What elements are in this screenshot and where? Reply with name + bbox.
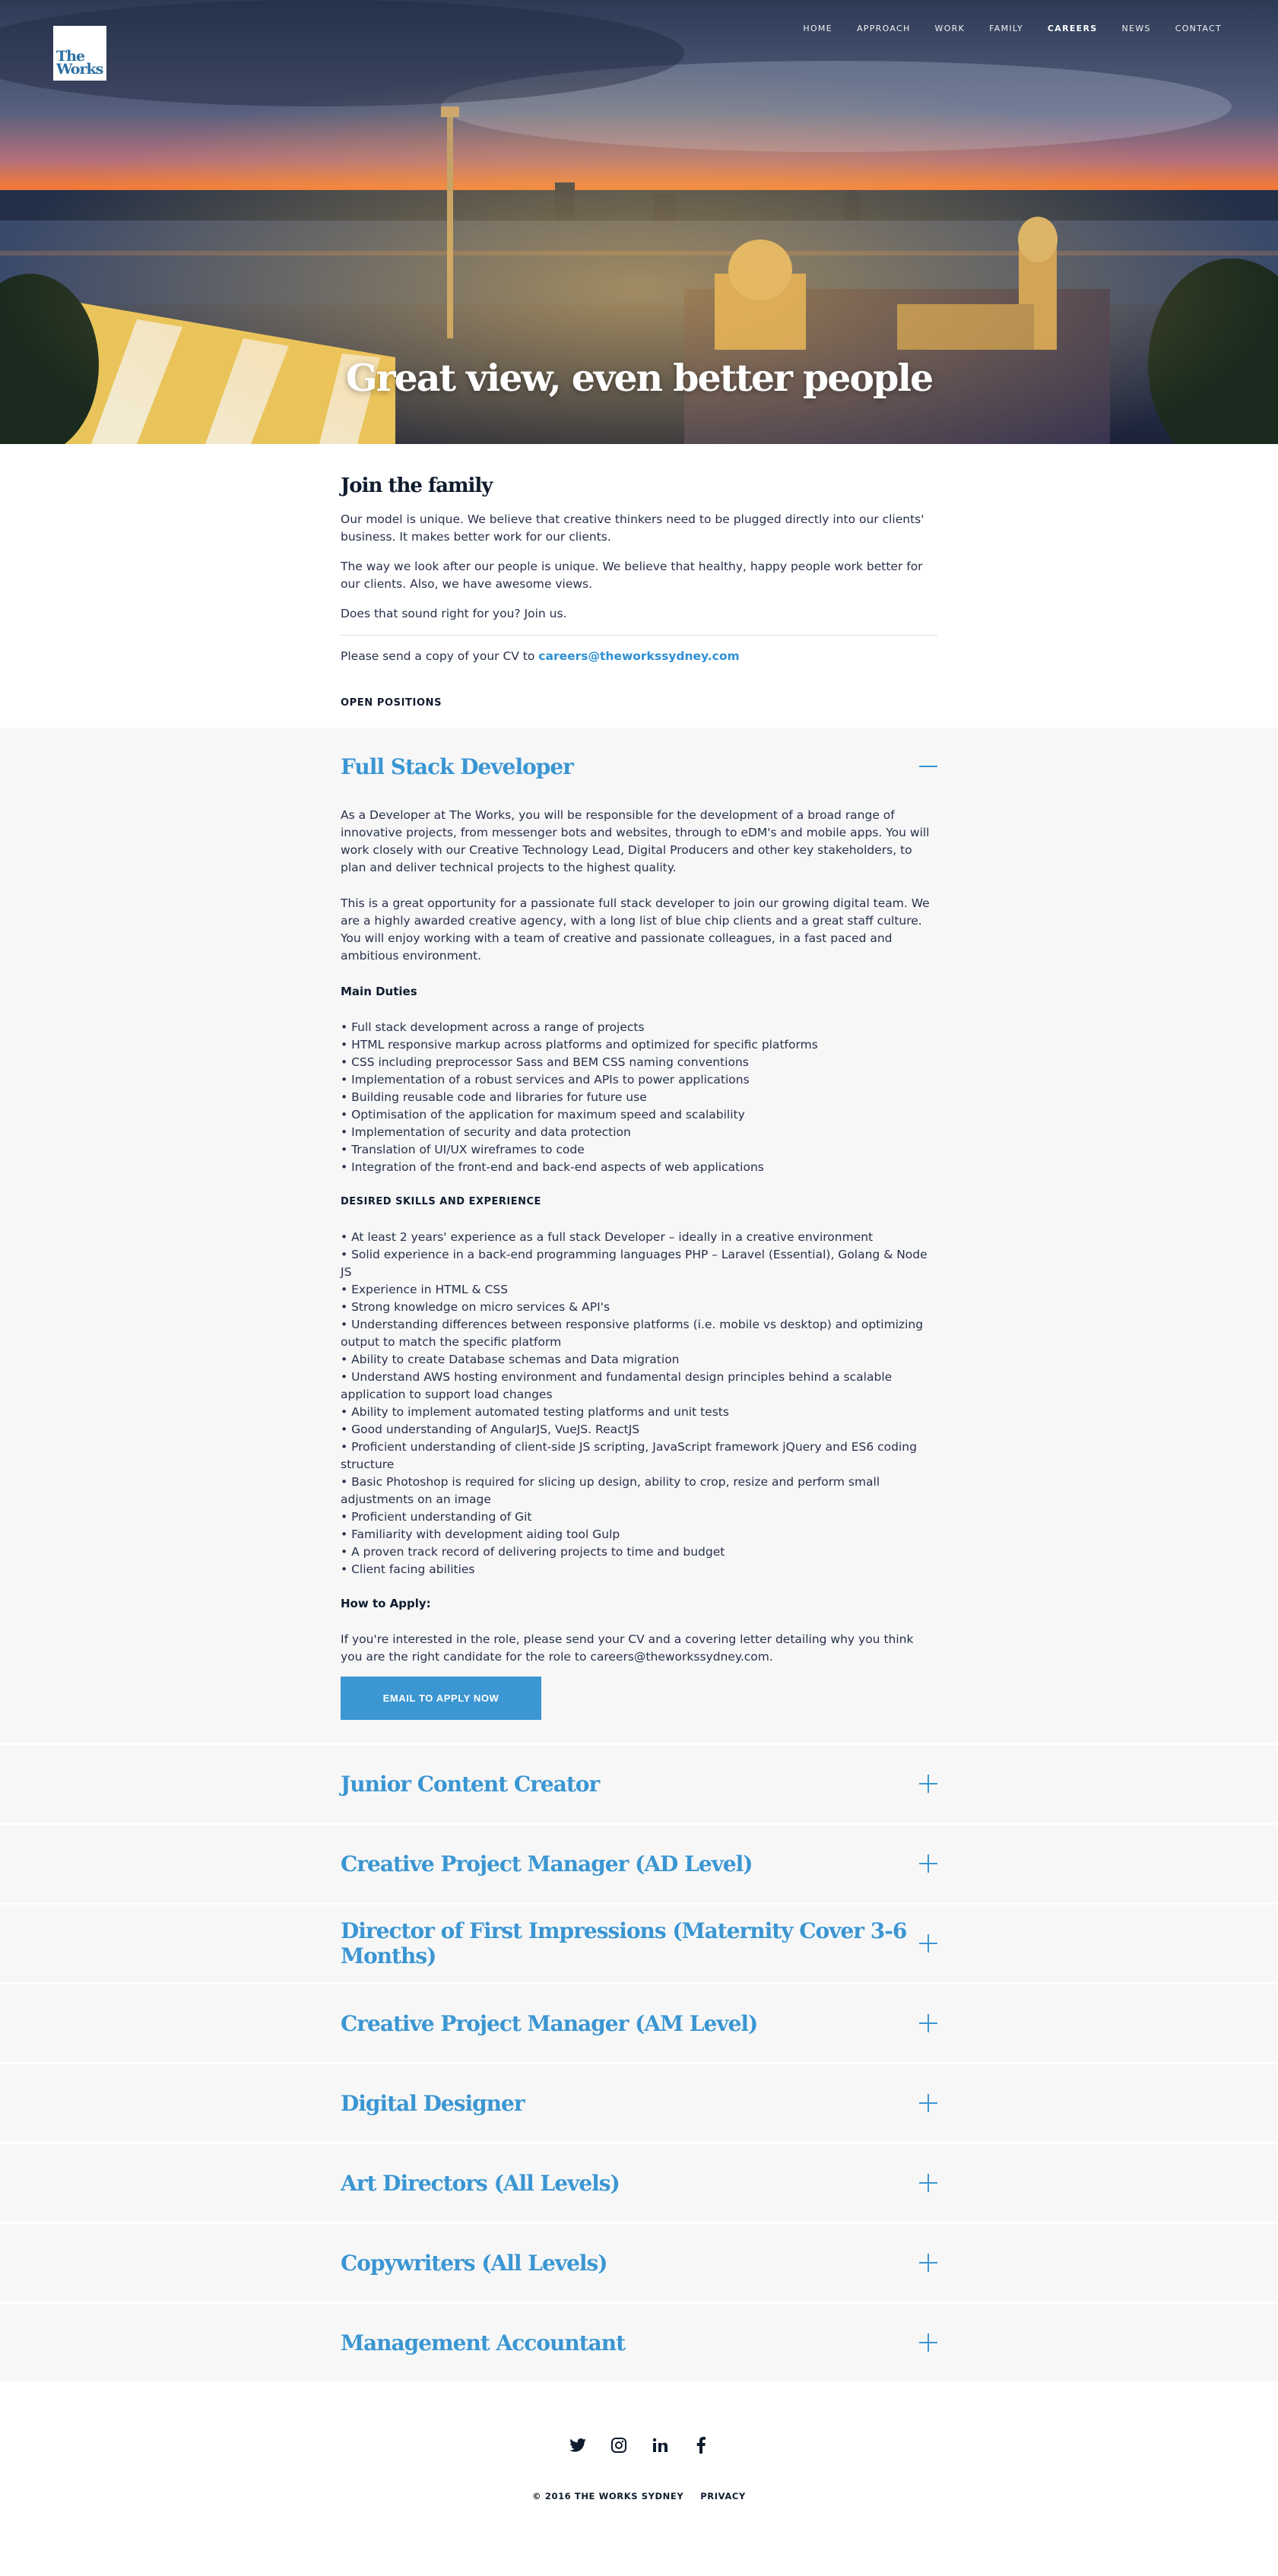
nav-news[interactable]: NEWS [1121, 24, 1151, 33]
main-duties-heading: Main Duties [341, 985, 417, 998]
skills-heading: DESIRED SKILLS AND EXPERIENCE [341, 1196, 541, 1207]
expand-plus-icon[interactable] [919, 2333, 937, 2352]
job-header[interactable] [341, 1905, 937, 1982]
list-item: • Full stack development across a range of projects [341, 1020, 645, 1034]
list-item: • Understanding differences between responsive platforms (i.e. mobile vs desktop) and optimizing output to match the specific platform [341, 1318, 924, 1349]
job-title: Full Stack Developer [341, 753, 573, 779]
list-item: • Optimisation of the application for maximum speed and scalability [341, 1108, 745, 1121]
how-to-apply-text: If you're interested in the role, please send your CV and a covering letter detailing why you think you are the right candidate for the role to careers@theworkssydney.com. [341, 1632, 914, 1664]
email-to-apply-button[interactable]: EMAIL TO APPLY NOW [341, 1677, 541, 1720]
join-paragraph-1: Our model is unique. We believe that creative thinkers need to be plugged directly into our clients' business. It makes better work for our clients. [341, 512, 924, 544]
list-item: • Proficient understanding of client-side JS scripting, JavaScript framework jQuery and ES6 coding structure [341, 1440, 917, 1471]
careers-email-link[interactable]: careers@theworkssydney.com [538, 649, 740, 663]
list-item: • Implementation of security and data protection [341, 1125, 631, 1139]
expand-plus-icon[interactable] [919, 2014, 937, 2032]
list-item: • Ability to create Database schemas and Data migration [341, 1353, 680, 1366]
how-to-apply-heading: How to Apply: [341, 1597, 431, 1610]
job-header[interactable] [341, 1745, 937, 1823]
footer [0, 2381, 1278, 2556]
join-heading: Join the family [341, 474, 493, 497]
job-title: Art Directors (All Levels) [341, 2170, 620, 2196]
list-item: • Familiarity with development aiding tool Gulp [341, 1528, 620, 1541]
job-accordion-item [0, 1823, 1278, 1902]
logo-text-line2: Works [56, 61, 103, 78]
list-item: • HTML responsive markup across platforms and optimized for specific platforms [341, 1038, 818, 1052]
job-accordion-item [0, 1982, 1278, 2062]
expand-plus-icon[interactable] [919, 1934, 937, 1953]
list-item: • Integration of the front-end and back-end aspects of web applications [341, 1160, 764, 1174]
main-duties-list [341, 1019, 937, 1176]
list-item: • Translation of UI/UX wireframes to code [341, 1143, 585, 1156]
job-header-full-stack-developer[interactable] [341, 728, 937, 805]
list-item: • A proven track record of delivering projects to time and budget [341, 1545, 725, 1559]
list-item: • Implementation of a robust services and APIs to power applications [341, 1073, 750, 1087]
expand-plus-icon[interactable] [919, 2254, 937, 2272]
footer-bottom [532, 2491, 746, 2501]
job-accordion-item [0, 1902, 1278, 1982]
expand-plus-icon[interactable] [919, 1854, 937, 1873]
expand-plus-icon[interactable] [919, 2174, 937, 2192]
job-header[interactable] [341, 2064, 937, 2142]
expand-plus-icon[interactable] [919, 2094, 937, 2112]
twitter-icon[interactable] [569, 2436, 587, 2454]
list-item: • Good understanding of AngularJS, VueJS. ReactJS [341, 1423, 640, 1436]
open-positions-label: OPEN POSITIONS [341, 697, 442, 709]
instagram-icon[interactable] [610, 2436, 628, 2454]
facebook-icon[interactable] [692, 2436, 710, 2454]
list-item: • Solid experience in a back-end programming languages PHP – Laravel (Essential), Golang & Node JS [341, 1248, 928, 1279]
privacy-link[interactable]: PRIVACY [700, 2491, 746, 2501]
job-title: Creative Project Manager (AD Level) [341, 1851, 753, 1876]
the-works-logo[interactable] [53, 26, 106, 81]
divider [341, 635, 937, 636]
job-accordion-item [0, 2222, 1278, 2302]
nav-home[interactable]: HOME [803, 24, 832, 33]
nav-family[interactable]: FAMILY [989, 24, 1023, 33]
job-title: Creative Project Manager (AM Level) [341, 2010, 758, 2036]
job-title: Junior Content Creator [341, 1771, 600, 1797]
list-item: • At least 2 years' experience as a full stack Developer – ideally in a creative environment [341, 1230, 874, 1244]
cv-text: Please send a copy of your CV to [341, 649, 539, 663]
job-accordion-item [0, 2302, 1278, 2381]
logo-text-line1: The [56, 48, 85, 65]
list-item: • Experience in HTML & CSS [341, 1283, 509, 1296]
expand-plus-icon[interactable] [919, 1775, 937, 1793]
list-item: • Building reusable code and libraries for future use [341, 1090, 647, 1104]
job-header[interactable] [341, 1984, 937, 2062]
list-item: • CSS including preprocessor Sass and BEM CSS naming conventions [341, 1055, 749, 1069]
skills-list [341, 1229, 937, 1578]
job-accordion-item [0, 2062, 1278, 2142]
linkedin-icon[interactable] [651, 2436, 669, 2454]
nav-careers[interactable]: CAREERS [1047, 24, 1098, 33]
list-item: • Strong knowledge on micro services & API's [341, 1300, 610, 1314]
list-item: • Understand AWS hosting environment and fundamental design principles behind a scalable application to support load changes [341, 1370, 893, 1401]
social-links [569, 2436, 710, 2454]
job-accordion-item [0, 1743, 1278, 1823]
join-section [341, 444, 937, 709]
main-nav [779, 24, 1222, 33]
nav-contact[interactable]: CONTACT [1175, 24, 1222, 33]
job-title: Director of First Impressions (Maternity Cover 3-6 Months) [341, 1918, 907, 1968]
job-title: Digital Designer [341, 2090, 525, 2116]
job-title: Management Accountant [341, 2330, 626, 2356]
job-intro-1: As a Developer at The Works, you will be responsible for the development of a broad range of innovative projects, from messenger bots and websites, through to eDM's and mobile apps. You will work closely with our Creative Technology Lead, Digital Producers and other key stakeholders, to plan and deliver technical projects to the highest quality. [341, 808, 930, 874]
list-item: • Proficient understanding of Git [341, 1510, 532, 1524]
job-header[interactable] [341, 2144, 937, 2222]
job-details [341, 805, 937, 1743]
hero-banner [0, 0, 1278, 444]
copyright-text: © 2016 THE WORKS SYDNEY [532, 2491, 684, 2501]
list-item: • Basic Photoshop is required for slicing up design, ability to crop, resize and perform small adjustments on an image [341, 1475, 880, 1506]
hero-title: Great view, even better people [345, 356, 933, 400]
job-title: Copywriters (All Levels) [341, 2250, 607, 2276]
job-header[interactable] [341, 2224, 937, 2302]
join-paragraph-3: Does that sound right for you? Join us. [341, 607, 567, 620]
job-accordion-item [0, 2142, 1278, 2222]
job-intro-2: This is a great opportunity for a passionate full stack developer to join our growing digital team. We are a highly awarded creative agency, with a long list of blue chip clients and a great staff culture. You will enjoy working with a team of creative and passionate colleagues, in a fast paced and ambitious environment. [341, 896, 930, 963]
nav-work[interactable]: WORK [934, 24, 966, 33]
collapse-minus-icon[interactable] [919, 757, 937, 776]
list-item: • Ability to implement automated testing platforms and unit tests [341, 1405, 729, 1419]
cv-instruction [341, 648, 937, 665]
job-accordion-item [0, 725, 1278, 1743]
nav-approach[interactable]: APPROACH [856, 24, 911, 33]
job-header[interactable] [341, 1825, 937, 1902]
join-paragraph-2: The way we look after our people is unique. We believe that healthy, happy people work better for our clients. Also, we have awesome views. [341, 560, 923, 591]
list-item: • Client facing abilities [341, 1562, 475, 1576]
job-header[interactable] [341, 2304, 937, 2381]
